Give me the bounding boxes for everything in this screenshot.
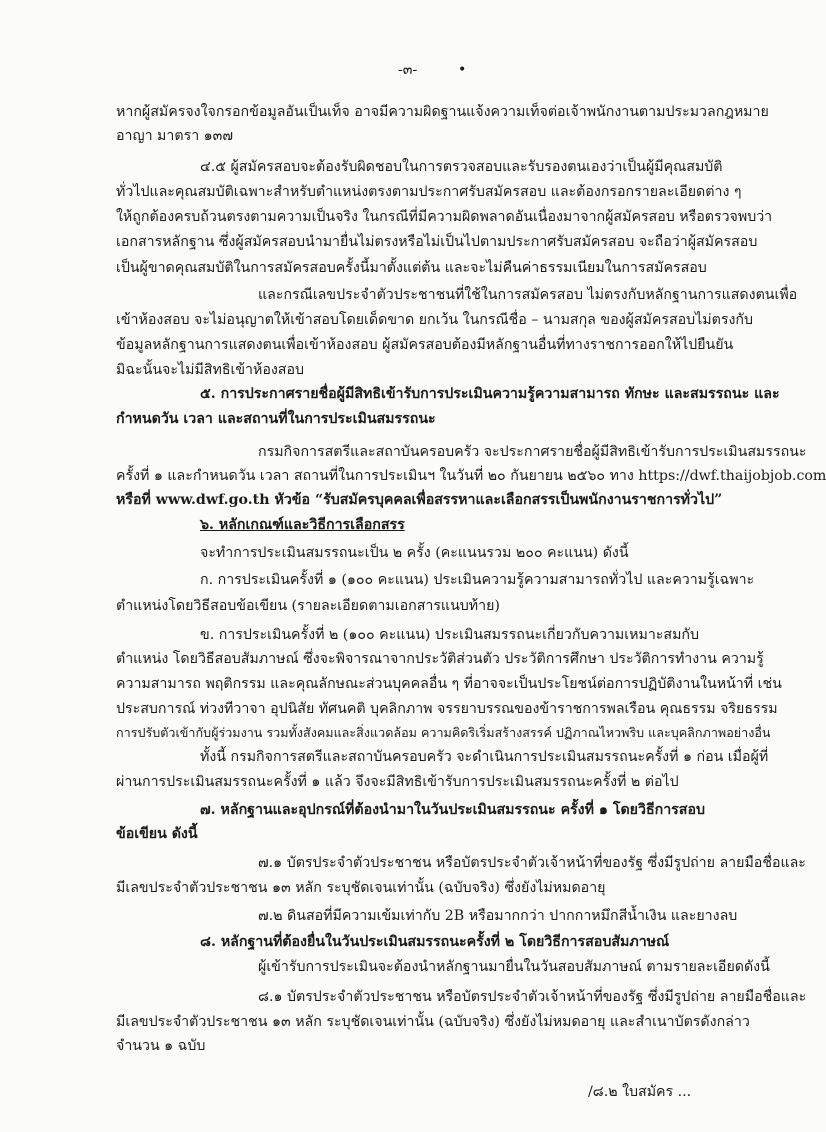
paragraph-line: ทั่วไปและคุณสมบัติเฉพาะสำหรับตำแหน่งตรงตามประกาศรับสมัครสอบ และต้องกรอกรายละเอียดต่าง ๆ [116,184,742,200]
section-heading: กำหนดวัน เวลา และสถานที่ในการประเมินสมรรถนะ [116,411,436,427]
paragraph-line: มีเลขประจำตัวประชาชน ๑๓ หลัก ระบุชัดเจนเท่านั้น (ฉบับจริง) ซึ่งยังไม่หมดอายุ และสำเนาบัตรดังกล่าว [116,1014,750,1030]
paragraph-line: ประสบการณ์ ท่วงทีวาจา อุปนิสัย ทัศนคติ บุคลิกภาพ จรรยาบรรณของข้าราชการพลเรือน คุณธรรม จริยธรรม [116,701,778,717]
paragraph-line: ผู้เข้ารับการประเมินจะต้องนำหลักฐานมายื่นในวันสอบสัมภาษณ์ ตามรายละเอียดดังนี้ [258,959,770,975]
section-heading: ๕. การประกาศรายชื่อผู้มีสิทธิเข้ารับการประเมินความรู้ความสามารถ ทักษะ และสมรรถนะ และ [200,386,780,402]
paragraph-line: ตำแหน่ง โดยวิธีสอบสัมภาษณ์ ซึ่งจะพิจารณาจากประวัติส่วนตัว ประวัติการศึกษา ประวัติการทำงาน ความรู้ [116,651,764,667]
paragraph-line: จำนวน ๑ ฉบับ [116,1038,206,1054]
paragraph-line: และกรณีเลขประจำตัวประชาชนที่ใช้ในการสมัครสอบ ไม่ตรงกับหลักฐานการแสดงตนเพื่อ [258,287,798,303]
paragraph-line: เป็นผู้ขาดคุณสมบัติในการสมัครสอบครั้งนี้มาตั้งแต่ต้น และจะไม่คืนค่าธรรมเนียมในการสมัครสอบ [116,260,707,276]
paragraph-line: การปรับตัวเข้ากับผู้ร่วมงาน รวมทั้งสังคมและสิ่งแวดล้อม ความคิดริเริ่มสร้างสรรค์ ปฏิภาณไหวพริบ และบุคลิกภาพอย่างอื่น [116,725,771,740]
page-number: -๓- [398,62,418,78]
paragraph-line: ให้ถูกต้องครบถ้วนตรงตามความเป็นจริง ในกรณีที่มีความผิดพลาดอันเนื่องมาจากผู้สมัครสอบ หรือตรวจพบว่า [116,209,773,225]
section-heading: ๗. หลักฐานและอุปกรณ์ที่ต้องนำมาในวันประเมินสมรรถนะ ครั้งที่ ๑ โดยวิธีการสอบ [200,802,705,818]
continuation-note: /๘.๒ ใบสมัคร ... [588,1084,692,1100]
paragraph-line: มิฉะนั้นจะไม่มีสิทธิเข้าห้องสอบ [116,362,304,378]
paragraph-line: เข้าห้องสอบ จะไม่อนุญาตให้เข้าสอบโดยเด็ดขาด ยกเว้น ในกรณีชื่อ – นามสกุล ของผู้สมัครสอบไม่ตรงกับ [116,312,753,328]
paragraph-line: ข้อมูลหลักฐานการแสดงตนเพื่อเข้าห้องสอบ ผู้สมัครสอบต้องมีหลักฐานอื่นที่ทางราชการออกให้ไปยืนยัน [116,337,734,353]
scan-mark: • [458,62,467,78]
paragraph-line: ๗.๒ ดินสอที่มีความเข้มเท่ากับ 2B หรือมากกว่า ปากกาหมึกสีน้ำเงิน และยางลบ [258,908,738,924]
paragraph-line: ข. การประเมินครั้งที่ ๒ (๑๐๐ คะแนน) ประเมินสมรรถนะเกี่ยวกับความเหมาะสมกับ [200,627,700,643]
section-heading: ๖. หลักเกณฑ์และวิธีการเลือกสรร [200,517,405,533]
paragraph-line: หรือที่ www.dwf.go.th หัวข้อ “รับสมัครบุคคลเพื่อสรรหาและเลือกสรรเป็นพนักงานราชการทั่วไป” [116,492,723,508]
paragraph-line: อาญา มาตรา ๑๓๗ [116,128,234,144]
section-heading: ข้อเขียน ดังนี้ [116,826,198,842]
paragraph-line: กรมกิจการสตรีและสถาบันครอบครัว จะประกาศรายชื่อผู้มีสิทธิเข้ารับการประเมินสมรรถนะ [258,444,807,460]
paragraph-line: ความสามารถ พฤติกรรม และคุณลักษณะส่วนบุคคลอื่น ๆ ที่อาจจะเป็นประโยชน์ต่อการปฏิบัติงานในหน้าที่ เช่น [116,676,782,692]
paragraph-line: ก. การประเมินครั้งที่ ๑ (๑๐๐ คะแนน) ประเมินความรู้ความสามารถทั่วไป และความรู้เฉพาะ [200,572,755,588]
paragraph-line: เอกสารหลักฐาน ซึ่งผู้สมัครสอบนำมายื่นไม่ตรงหรือไม่เป็นไปตามประกาศรับสมัครสอบ จะถือว่าผู้สมัครสอบ [116,234,758,250]
section-heading: ๘. หลักฐานที่ต้องยื่นในวันประเมินสมรรถนะครั้งที่ ๒ โดยวิธีการสอบสัมภาษณ์ [200,934,670,950]
paragraph-line: ตำแหน่งโดยวิธีสอบข้อเขียน (รายละเอียดตามเอกสารแนบท้าย) [116,598,500,614]
paragraph-line: มีเลขประจำตัวประชาชน ๑๓ หลัก ระบุชัดเจนเท่านั้น (ฉบับจริง) ซึ่งยังไม่หมดอายุ [116,880,606,896]
paragraph-line: ทั้งนี้ กรมกิจการสตรีและสถาบันครอบครัว จะดำเนินการประเมินสมรรถนะครั้งที่ ๑ ก่อน เมื่อผู้ที่ [200,749,769,765]
paragraph-line: หากผู้สมัครจงใจกรอกข้อมูลอันเป็นเท็จ อาจมีความผิดฐานแจ้งความเท็จต่อเจ้าพนักงานตามประมวลกฎหมาย [116,104,769,120]
paragraph-line: ๔.๕ ผู้สมัครสอบจะต้องรับผิดชอบในการตรวจสอบและรับรองตนเองว่าเป็นผู้มีคุณสมบัติ [200,159,723,175]
paragraph-line: ๗.๑ บัตรประจำตัวประชาชน หรือบัตรประจำตัวเจ้าหน้าที่ของรัฐ ซึ่งมีรูปถ่าย ลายมือชื่อและ [258,855,806,871]
paragraph-line: ครั้งที่ ๑ และกำหนดวัน เวลา สถานที่ในการประเมินฯ ในวันที่ ๒๐ กันยายน ๒๕๖๐ ทาง https://dwf.thaijobjob.com [116,468,826,484]
paragraph-line: ผ่านการประเมินสมรรถนะครั้งที่ ๑ แล้ว จึงจะมีสิทธิเข้ารับการประเมินสมรรถนะครั้งที่ ๒ ต่อไป [116,774,679,790]
paragraph-line: ๘.๑ บัตรประจำตัวประชาชน หรือบัตรประจำตัวเจ้าหน้าที่ของรัฐ ซึ่งมีรูปถ่าย ลายมือชื่อและ [258,989,807,1005]
paragraph-line: จะทำการประเมินสมรรถนะเป็น ๒ ครั้ง (คะแนนรวม ๒๐๐ คะแนน) ดังนี้ [200,545,629,561]
